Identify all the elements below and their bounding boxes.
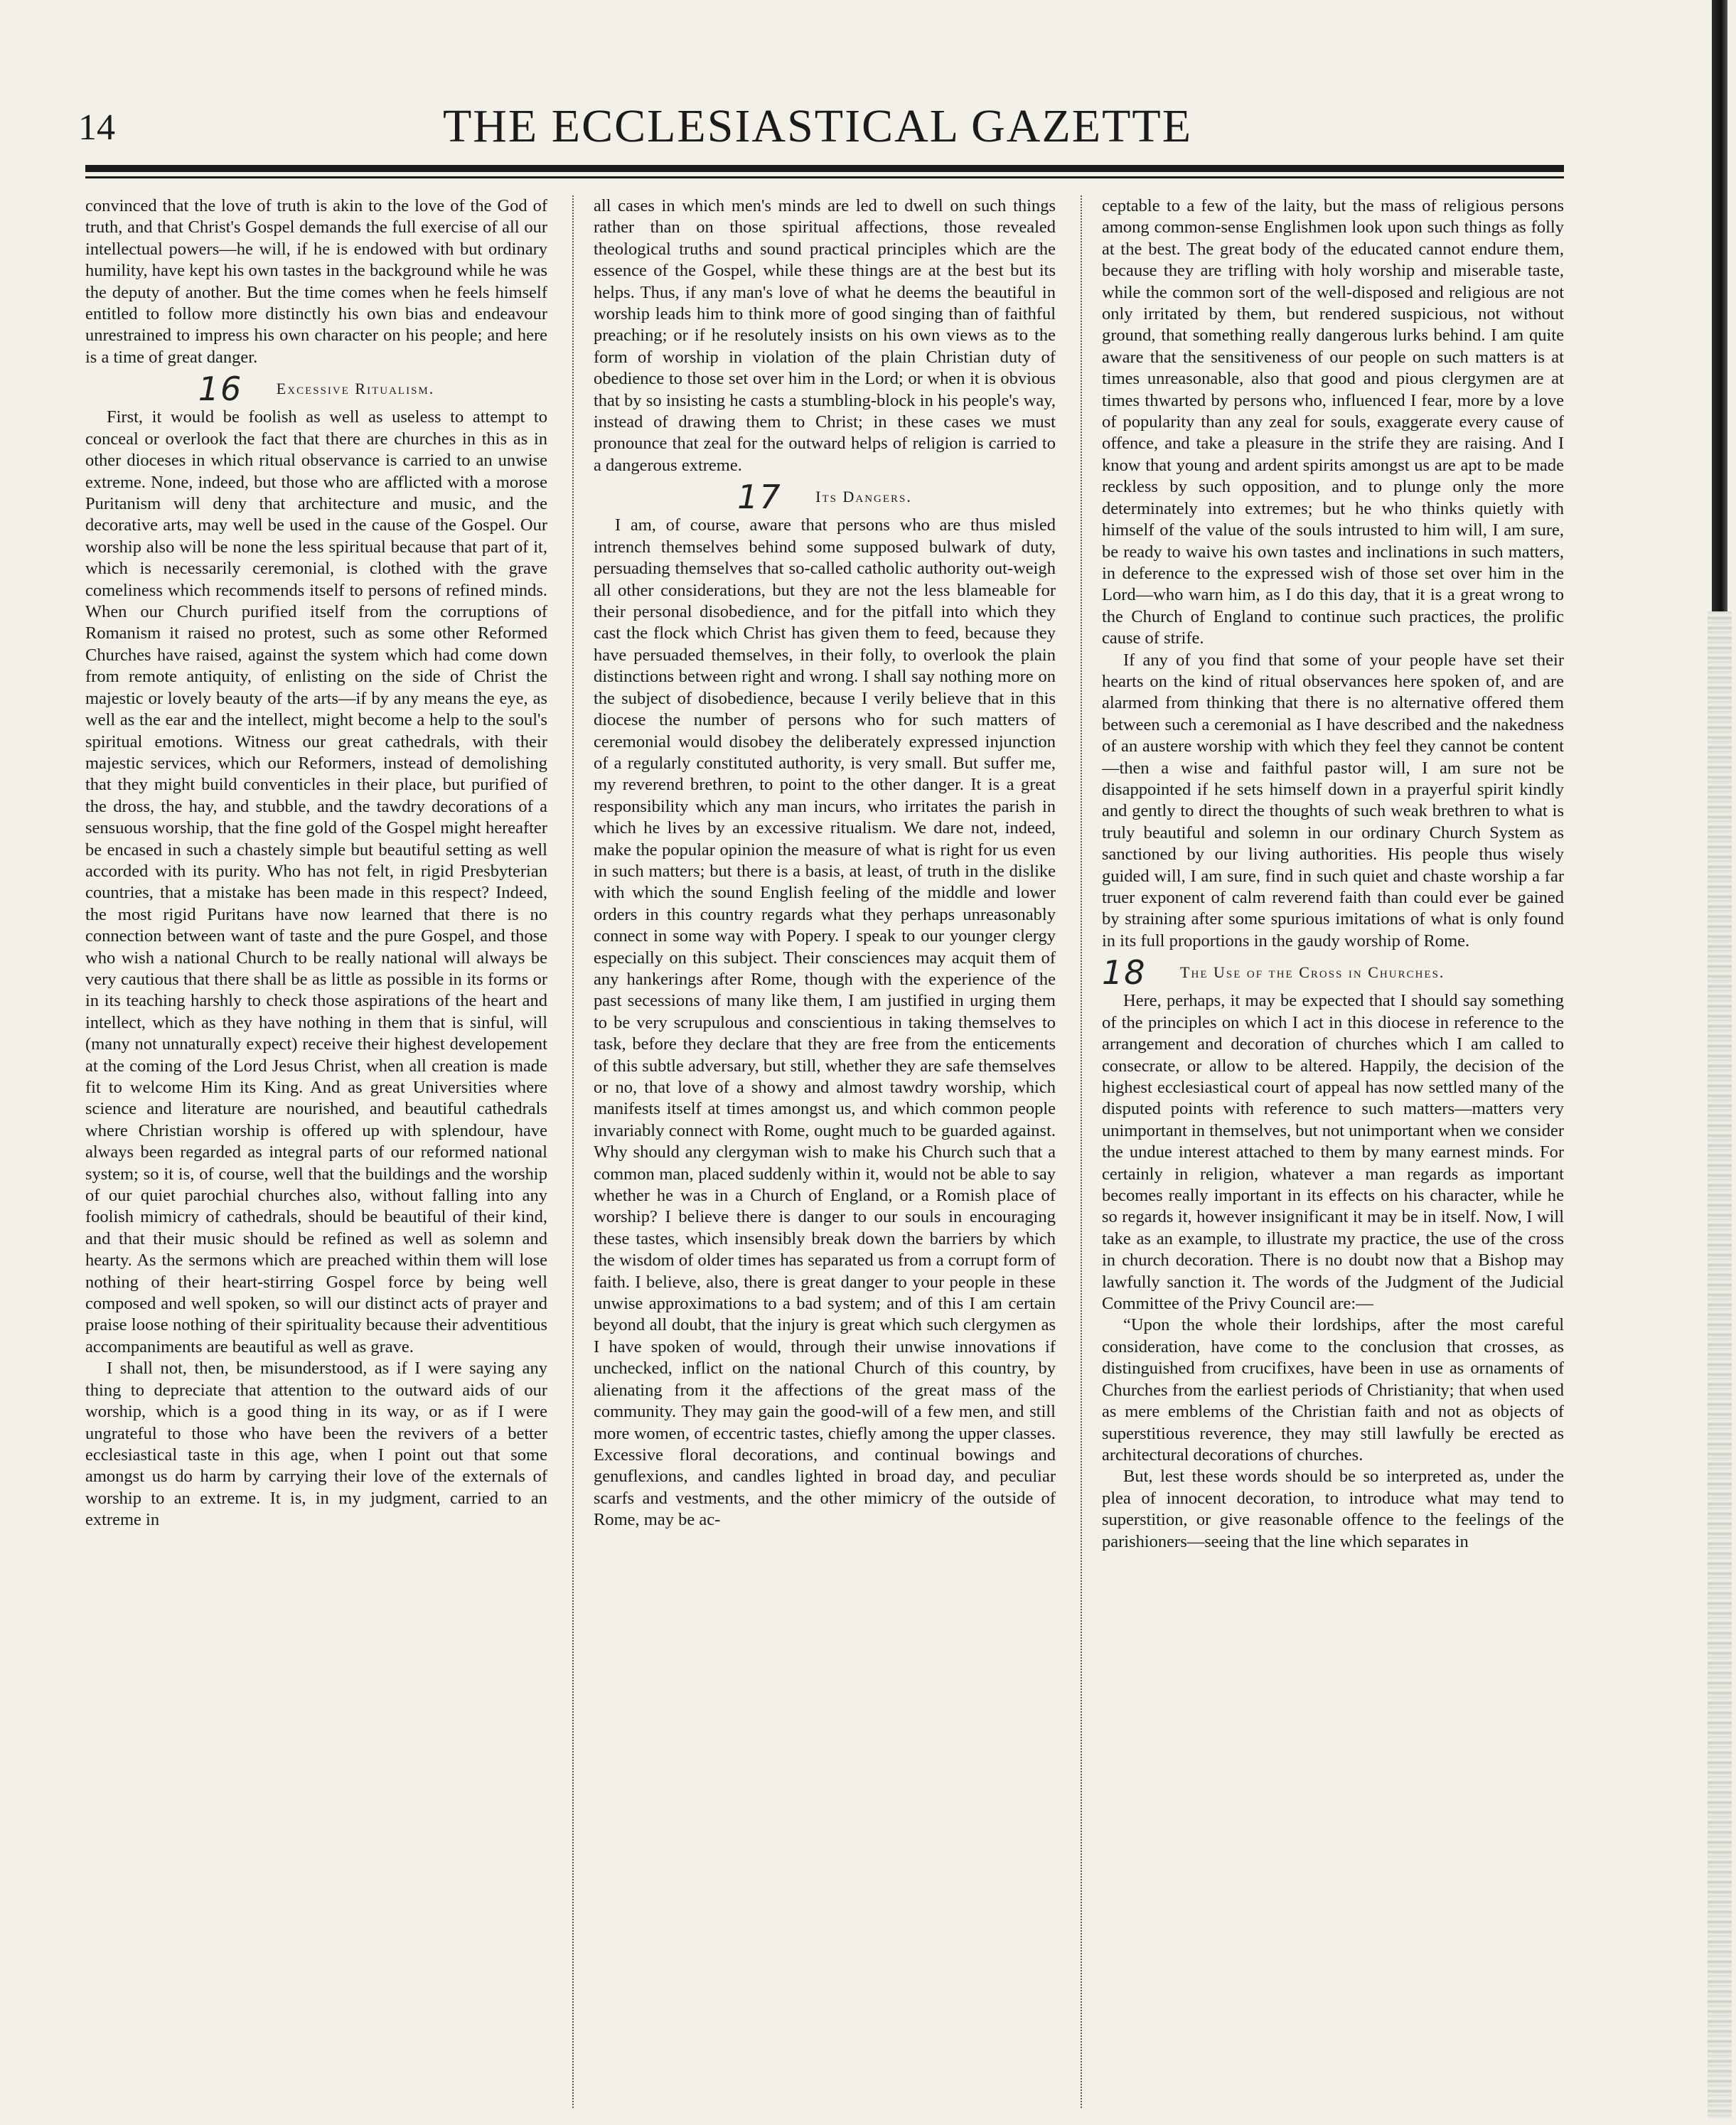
handwritten-section-number: 17 [737, 478, 782, 517]
section-heading-text: Its Dangers. [815, 488, 912, 506]
section-heading-excessive-ritualism [85, 370, 547, 408]
paragraph: But, lest these words should be so interpreted as, under the plea of innocent decoration, to introduce what may tend to superstition, or give reasonable offence to the feelings of the parishioners—seeing that the line which separates in [1102, 1467, 1564, 1551]
paragraph: Here, perhaps, it may be expected that I should say something of the principles on which I act in this diocese in reference to the arrangement and decoration of churches which I am called to consecrate, or allow to be altered. Happily, the decision of the highest ecclesiastical court of appeal has now settled many of the disputed points with reference to such matters—matters very unimportant in themselves, but not unimportant when we consider the undue interest attached to them by many earnest minds. For certainly in religion, whatever a man regards as important becomes really important in its effects on his character, while he so regards it, however insignificant it may be in itself. Now, I will take as an example, to illustrate my practice, the use of the cross in church decoration. There is no doubt now that a Bishop may lawfully sanction it. The words of the Judgment of the Judicial Committee of the Privy Council are:— [1102, 991, 1564, 1314]
handwritten-section-number: 16 [198, 370, 243, 408]
column-3 [1102, 196, 1564, 2108]
header-rule-thick [85, 165, 1564, 172]
section-heading-text: The Use of the Cross in Churches. [1180, 963, 1445, 981]
column-divider [572, 196, 574, 2108]
paragraph: I shall not, then, be misunderstood, as if I were saying any thing to depreciate that attention to the outward aids of our worship, which is a good thing in its way, or as if I were ungrateful to those who have been the revivers of a better ecclesiastical taste in this age, when I point out that some amongst us do harm by carrying their love of the externals of worship to an extreme. It is, in my judgment, carried to an extreme in [85, 1359, 547, 1530]
section-heading-text: Excessive Ritualism. [276, 380, 435, 397]
handwritten-section-number: 18 [1102, 953, 1147, 992]
column-divider [1081, 196, 1082, 2108]
section-heading-its-dangers [594, 478, 1056, 517]
paragraph: I am, of course, aware that persons who are thus misled intrench themselves behind some supposed bulwark of duty, persuading themselves that so-called catholic authority out-weigh all other considerations, but they are not the less blameable for their personal disobedience, and for the pitfall into which they cast the flock which Christ has given them to feed, because they have persuaded themselves, in their folly, to overlook the plain distinctions between right and wrong. I shall say nothing more on the subject of disobedience, because I verily believe that in this diocese the number of persons who for such matters of ceremonial would disobey the deliberately expressed injunction of a regularly constituted authority, is very small. But suffer me, my reverend brethren, to point to the other danger. It is a great responsibility which any man incurs, who irritates the parish in which he lives by an excessive ritualism. We dare not, indeed, make the popular opinion the measure of what is right for us even in such matters; but there is a basis, at least, of truth in the dislike with which the sound English feeling of the middle and lower orders in this country regards what they perhaps unreasonably connect in some way with Popery. I speak to our younger clergy especially on this subject. Their consciences may acquit them of any hankerings after Rome, though with the experience of the past secessions of many like them, I am justified in urging them to be very scrupulous and conscientious in taking themselves to task, before they declare that they are free from the enticements of this subtle adversary, but still, whether they are safe themselves or no, that love of a showy and almost tawdry worship, which manifests itself at times amongst us, and which common people invariably connect with Rome, ought much to be guarded against. Why should any clergyman wish to make his Church such that a common man, placed suddenly within it, would not be able to say whether he was in a Church of England, or a Romish place of worship? I believe there is danger to our souls in encouraging these tastes, which insensibly break down the barriers by which the wisdom of older times has separated us from a corrupt form of faith. I believe, also, there is great danger to your people in these unwise approximations to a bad system; and of this I am certain beyond all doubt, that the injury is great which such clergymen as I have spoken of would, through their unwise innovations if unchecked, inflict on the national Church of this country, by alienating from it the affections of the great mass of the community. They may gain the good-will of a few men, and still more women, of eccentric tastes, chiefly among the upper classes. Excessive floral decorations, and continual bowings and genuflexions, and candles lighted in broad day, and peculiar scarfs and vestments, and the other mimicry of the outside of Rome, may be ac- [594, 515, 1056, 1530]
page-header [78, 100, 1557, 156]
masthead-title: THE ECCLESIASTICAL GAZETTE [442, 100, 1193, 152]
quotation-paragraph: “Upon the whole their lordships, after the most careful consideration, have come to the conclusion that crosses, as distinguished from crucifixes, have been in use as ornaments of Churches from the earliest periods of Christianity; that when used as mere emblems of the Christian faith and not as objects of superstitious reverence, they may still lawfully be erected as architectural decorations of churches. [1102, 1315, 1564, 1465]
binding-edge-noise [1708, 611, 1732, 2119]
page-number: 14 [78, 107, 115, 148]
paragraph: convinced that the love of truth is akin to the love of the God of truth, and that Christ's Gospel demands the full exercise of all our intellectual powers—he will, if he is endowed with but ordinary humility, have kept his own tastes in the background while he was the deputy of another. But the time comes when he feels himself entitled to follow more distinctly his own bias and endeavour unrestrained to impress his own character on his people; and here is a time of great danger. [85, 196, 547, 367]
binding-edge-shadow [1712, 0, 1727, 611]
article-columns [85, 196, 1564, 2108]
paragraph: all cases in which men's minds are led to dwell on such things rather than on those spiritual affections, those revealed theological truths and sound practical principles which are the essence of the Gospel, while these things are at the best but its helps. Thus, if any man's love of what he deems the beautiful in worship leads him to think more of good singing than of faithful preaching; or if he resolutely insists on his own views as to the form of worship in violation of the plain Christian duty of obedience to those set over him in the Lord; or when it is obvious that by so insisting he casts a stumbling-block in his people's way, instead of drawing them to Christ; in these cases we must pronounce that zeal for the outward helps of religion is carried to a dangerous extreme. [594, 196, 1056, 475]
column-2 [594, 196, 1056, 2108]
header-rule-thin [85, 176, 1564, 178]
column-1 [85, 196, 547, 2108]
paragraph: ceptable to a few of the laity, but the mass of religious persons among common-sense Englishmen look upon such things as folly at the best. The great body of the educated cannot endure them, because they are trifling with holy worship and miserable taste, while the common sort of the well-disposed and religious are not only irritated by them, but rendered suspicious, not without ground, that something really dangerous lurks behind. I am quite aware that the sensitiveness of our people on such matters is at times unreasonable, also that good and pious clergymen are at times thwarted by persons who, influenced I fear, more by a love of popularity than any zeal for souls, exaggerate every cause of offence, and take a pleasure in the strife they are raising. And I know that young and ardent spirits amongst us are apt to be made reckless by such opposition, and to plunge only the more determinately into extremes; but he who thinks quietly with himself of the value of the souls intrusted to him will, I am sure, be ready to waive his own tastes and inclinations in such matters, in deference to the expressed wish of those set over him in the Lord—who warn him, as I do this day, that it is a great wrong to the Church of England to continue such practices, the prolific cause of strife. [1102, 196, 1564, 648]
paragraph: First, it would be foolish as well as useless to attempt to conceal or overlook the fact that there are churches in this as in other dioceses in which ritual observance is carried to an unwise extreme. None, indeed, but those who are afflicted with a morose Puritanism will deny that architecture and music, and the decorative arts, may well be used in the cause of the Gospel. Our worship also will be none the less spiritual because that part of it, which is necessarily ceremonial, is clothed with the grave comeliness which recommends itself to persons of refined minds. When our Church purified itself from the corruptions of Romanism it raised no protest, such as some other Reformed Churches have raised, against the system which had come down from remote antiquity, of enlisting on the side of Christ the majestic or lovely beauty of the arts—if by any means the eye, as well as the ear and the intellect, might become a help to the soul's spiritual emotions. Witness our great cathedrals, with their majestic services, which our Reformers, instead of demolishing that they might build conventicles in their place, but purified of the dross, the hay, and stubble, and the tawdry decorations of a sensuous worship, that the fine gold of the Gospel might hereafter be encased in such a chastely simple but beautiful setting as well accorded with its purity. Who has not felt, in rigid Presbyterian countries, that a mistake has been made in this respect? Indeed, the most rigid Puritans have now learned that there is no connection between want of taste and the pure Gospel, and those who wish a national Church to be really national will always be very cautious that there shall be as little as possible in its forms or in its teaching harshly to check those aspirations of the heart and intellect, which as they have nothing in them that is sinful, will (many not unnaturally expect) receive their highest developement at the coming of the Lord Jesus Christ, when all creation is made fit to welcome Him its King. And as great Universities where science and literature are nourished, and beautiful cathedrals where Christian worship is offered up with splendour, have always been regarded as integral parts of our reformed national system; so it is, of course, well that the buildings and the worship of our quiet parochial churches also, without falling into any foolish mimicry of cathedrals, should be beautiful of their kind, and that their music should be refined as well as solemn and hearty. As the sermons which are preached within them will lose nothing of their heart-stirring Gospel force by being well composed and well spoken, so will our distinct acts of prayer and praise loose nothing of their spirituality because their adventitious accompaniments are beautiful as well as grave. [85, 407, 547, 1356]
section-heading-use-of-cross [1102, 953, 1564, 992]
paragraph: If any of you find that some of your people have set their hearts on the kind of ritual observances here spoken of, and are alarmed from thinking that there is no alternative offered them between such a ceremonial as I have described and the nakedness of an austere worship with which they feel they cannot be content—then a wise and faithful pastor will, I am sure not be disappointed if he sets himself down in a prayerful spirit kindly and gently to direct the thoughts of such weak brethren to what is truly beautiful and solemn in our ordinary Church System as sanctioned by our living authorities. His people thus wisely guided will, I am sure, find in such quiet and chaste worship a far truer exponent of calm reverend faith than could ever be gained by straining after some spurious imitations of what is only found in its full proportions in the gaudy worship of Rome. [1102, 650, 1564, 951]
